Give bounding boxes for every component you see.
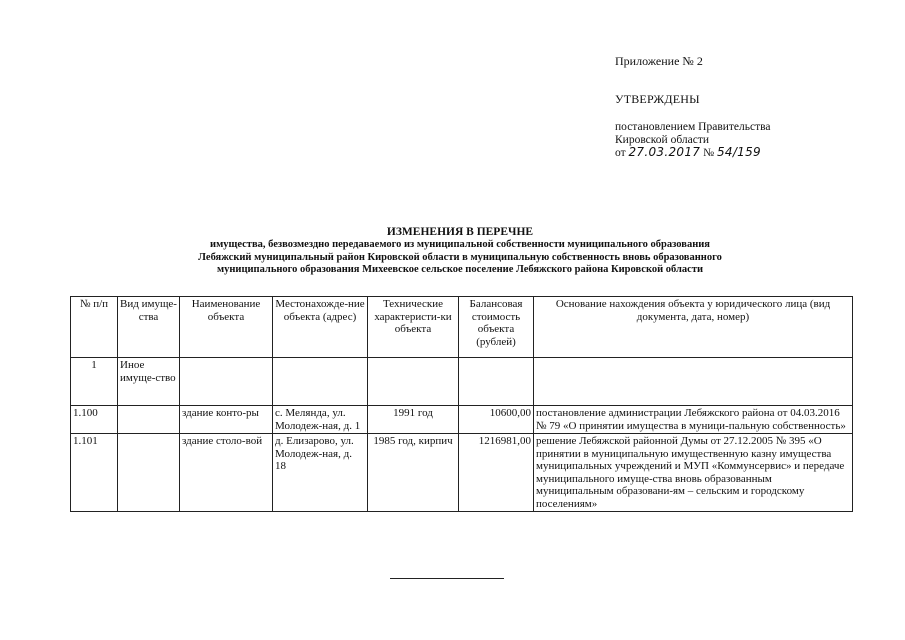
decree-date-prefix: от — [615, 147, 626, 159]
table-cell: 1985 год, кирпич — [368, 434, 459, 512]
property-table — [70, 296, 853, 512]
column-header: Вид имуще-ства — [118, 297, 180, 358]
column-header: Балансовая стоимость объекта (рублей) — [459, 297, 534, 358]
table-cell: 1991 год — [368, 406, 459, 434]
title-main: ИЗМЕНЕНИЯ В ПЕРЕЧНЕ — [386, 226, 534, 238]
decree-line-1: постановлением Правительства — [615, 121, 771, 133]
table-cell — [118, 406, 180, 434]
table-cell: 10600,00 — [459, 406, 534, 434]
table-cell: 1.101 — [71, 434, 118, 512]
table-cell: 1216981,00 — [459, 434, 534, 512]
table-cell: здание конто-ры — [180, 406, 273, 434]
table-cell: 1.100 — [71, 406, 118, 434]
decree-number: 54/159 — [716, 145, 761, 159]
table-header-row — [71, 297, 853, 358]
approved-label: УТВЕРЖДЕНЫ — [615, 92, 700, 106]
table-cell — [459, 358, 534, 406]
document-title — [70, 226, 850, 277]
table-cell — [273, 358, 368, 406]
table-cell: решение Лебяжской районной Думы от 27.12.2005 № 395 «О принятии в муниципальную имущественную казну имущества муниципальных учреждений и МУП «Коммунсервис» и передаче муниципального имуще-ства вновь образованным муниципальным образовани-ям – сельским и городскому поселениям» — [534, 434, 853, 512]
column-header: № п/п — [71, 297, 118, 358]
column-header: Наименование объекта — [180, 297, 273, 358]
table-cell — [118, 434, 180, 512]
table-row — [71, 434, 853, 512]
table-cell: д. Елизарово, ул. Молодеж-ная, д. 18 — [273, 434, 368, 512]
decree-line-2: Кировской области — [615, 133, 710, 146]
table-cell: с. Мелянда, ул. Молодеж-ная, д. 1 — [273, 406, 368, 434]
table-cell: 1 — [71, 358, 118, 406]
decree-reference — [615, 121, 845, 160]
table-row — [71, 358, 853, 406]
table-cell — [180, 358, 273, 406]
column-header: Основание нахождения объекта у юридического лица (вид документа, дата, номер) — [534, 297, 853, 358]
table-cell — [368, 358, 459, 406]
title-sub-1: имущества, безвозмездно передаваемого из муниципальной собственности муниципального образования — [210, 239, 710, 250]
decree-line-3 — [615, 146, 845, 160]
closing-rule — [390, 578, 504, 579]
appendix-label: Приложение № 2 — [615, 54, 703, 68]
column-header: Местонахожде-ние объекта (адрес) — [273, 297, 368, 358]
table-cell — [534, 358, 853, 406]
column-header: Технические характеристи-ки объекта — [368, 297, 459, 358]
decree-date: 27.03.2017 — [628, 145, 701, 159]
title-sub-2: Лебяжский муниципальный район Кировской области в муниципальную собственность вновь образованного — [198, 251, 722, 263]
title-sub-3: муниципального образования Михеевское сельское поселение Лебяжского района Кировской области — [216, 264, 704, 275]
table-row — [71, 406, 853, 434]
table-cell: здание столо-вой — [180, 434, 273, 512]
table-cell: Иное имуще-ство — [118, 358, 180, 406]
table-cell: постановление администрации Лебяжского района от 04.03.2016 № 79 «О принятии имущества в муници-пальную собственность» — [534, 406, 853, 434]
decree-number-prefix: № — [703, 147, 715, 159]
